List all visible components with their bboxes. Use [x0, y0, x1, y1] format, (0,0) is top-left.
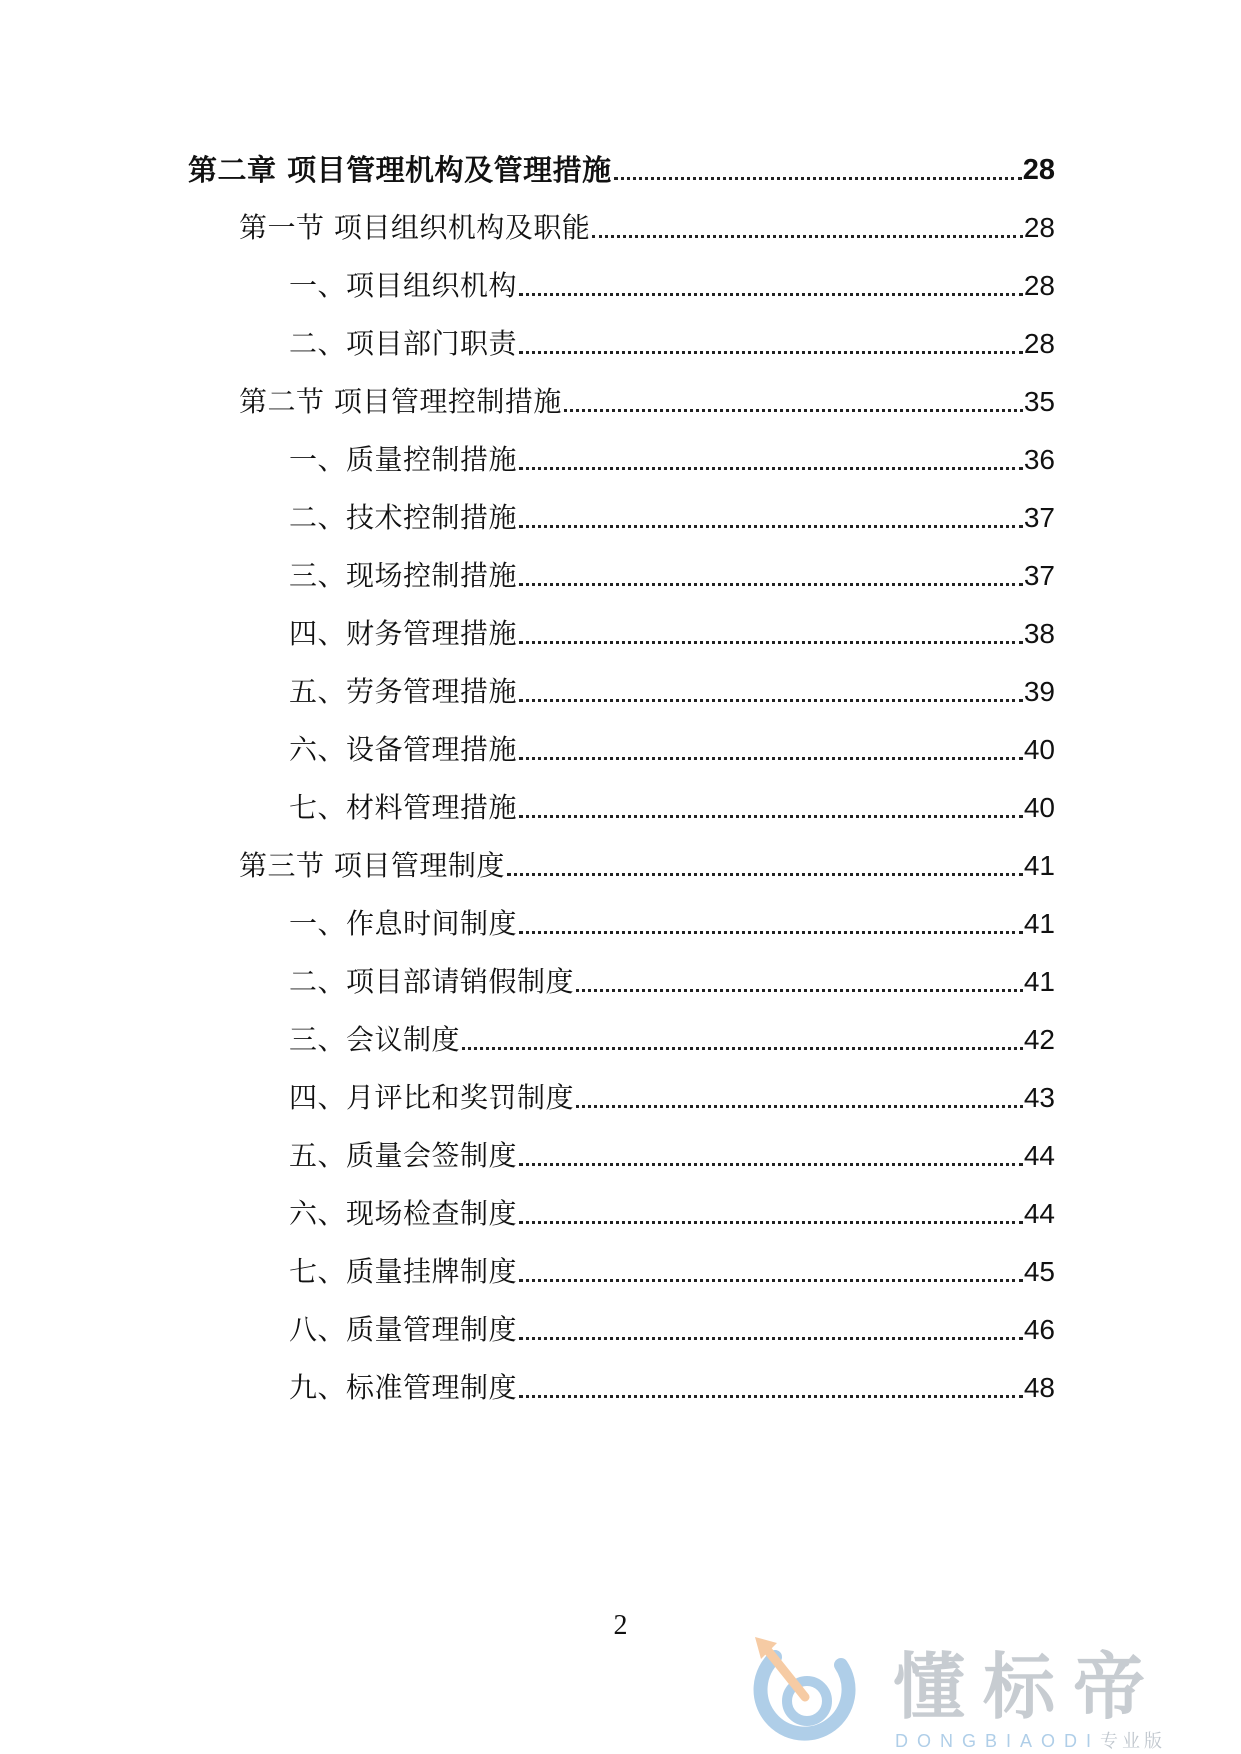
toc-leader — [519, 1221, 1023, 1224]
toc-title: 三、现场控制措施 — [289, 559, 518, 592]
watermark — [745, 1635, 1241, 1754]
toc-page-number: 39 — [1023, 676, 1055, 707]
toc-entry[interactable] — [289, 498, 1055, 538]
toc-title: 五、质量会签制度 — [289, 1139, 518, 1172]
toc-entry[interactable] — [289, 1310, 1055, 1350]
toc-title: 七、材料管理措施 — [289, 791, 518, 824]
toc-title: 三、会议制度 — [289, 1023, 461, 1056]
toc-title: 七、质量挂牌制度 — [289, 1255, 518, 1288]
toc-page-number: 37 — [1023, 560, 1055, 591]
toc-page-number: 28 — [1023, 212, 1055, 243]
toc-page-number: 48 — [1023, 1372, 1055, 1403]
toc-entry[interactable] — [289, 1194, 1055, 1234]
toc-title: 二、项目部门职责 — [289, 327, 518, 360]
watermark-edition: 专业版 — [1100, 1731, 1167, 1751]
toc-title: 四、财务管理措施 — [289, 617, 518, 650]
toc-leader — [507, 873, 1023, 876]
page-number: 2 — [613, 1610, 628, 1641]
toc-leader — [564, 409, 1023, 412]
toc-page-number: 41 — [1023, 850, 1055, 881]
toc-page-number: 28 — [1023, 270, 1055, 301]
toc-entry[interactable] — [289, 614, 1055, 654]
watermark-title: 懂标帝 — [893, 1645, 1164, 1729]
toc-entry[interactable] — [289, 672, 1055, 712]
toc-leader — [519, 1163, 1023, 1166]
toc-page-number: 40 — [1023, 792, 1055, 823]
toc-title: 第一节 项目组织机构及职能 — [239, 211, 591, 244]
toc-entry[interactable] — [289, 324, 1055, 364]
toc-title: 八、质量管理制度 — [289, 1313, 518, 1346]
toc-entry[interactable] — [188, 150, 1055, 190]
toc-page-number: 28 — [1022, 154, 1055, 186]
toc-leader — [576, 1105, 1023, 1108]
toc-page-number: 46 — [1023, 1314, 1055, 1345]
toc-title: 一、项目组织机构 — [289, 269, 518, 302]
toc-leader — [576, 989, 1023, 992]
toc-entry[interactable] — [239, 382, 1055, 422]
toc-title: 第二章 项目管理机构及管理措施 — [188, 153, 612, 187]
toc-title: 二、技术控制措施 — [289, 501, 518, 534]
toc-title: 二、项目部请销假制度 — [289, 965, 575, 998]
watermark-subtitle — [895, 1727, 1166, 1753]
toc-entry[interactable] — [289, 1368, 1055, 1408]
toc-page-number: 44 — [1023, 1198, 1055, 1229]
toc-entry[interactable] — [289, 962, 1055, 1002]
target-arrow-icon — [745, 1635, 865, 1754]
toc-entry[interactable] — [289, 1020, 1055, 1060]
toc-page-number: 43 — [1023, 1082, 1055, 1113]
toc-page-number: 37 — [1023, 502, 1055, 533]
toc-leader — [519, 1279, 1023, 1282]
toc-leader — [519, 1337, 1023, 1340]
toc-page-number: 35 — [1023, 386, 1055, 417]
toc-leader — [519, 583, 1023, 586]
toc-entry[interactable] — [289, 1078, 1055, 1118]
toc-leader — [519, 1395, 1023, 1398]
toc-title: 五、劳务管理措施 — [289, 675, 518, 708]
toc-leader — [519, 699, 1023, 702]
toc-title: 第二节 项目管理控制措施 — [239, 385, 562, 418]
toc-leader — [519, 351, 1023, 354]
toc-entry[interactable] — [239, 846, 1055, 886]
toc-leader — [519, 757, 1023, 760]
toc-page-number: 41 — [1023, 966, 1055, 997]
toc-entry[interactable] — [289, 556, 1055, 596]
toc-page-number: 36 — [1023, 444, 1055, 475]
toc-entry[interactable] — [239, 208, 1055, 248]
toc-page-number: 44 — [1023, 1140, 1055, 1171]
toc-title: 第三节 项目管理制度 — [239, 849, 505, 882]
toc-title: 一、作息时间制度 — [289, 907, 518, 940]
toc-entry[interactable] — [289, 1252, 1055, 1292]
toc-title: 六、设备管理措施 — [289, 733, 518, 766]
toc-leader — [519, 815, 1023, 818]
toc-leader — [614, 177, 1022, 180]
toc-page-number: 45 — [1023, 1256, 1055, 1287]
toc-title: 四、月评比和奖罚制度 — [289, 1081, 575, 1114]
toc-leader — [462, 1047, 1023, 1050]
toc-entry[interactable] — [289, 266, 1055, 306]
toc-entry[interactable] — [289, 440, 1055, 480]
toc-page-number: 40 — [1023, 734, 1055, 765]
toc-title: 九、标准管理制度 — [289, 1371, 518, 1404]
toc-page-number: 41 — [1023, 908, 1055, 939]
toc-title: 一、质量控制措施 — [289, 443, 518, 476]
toc-entry[interactable] — [289, 788, 1055, 828]
toc-entry[interactable] — [289, 904, 1055, 944]
toc-page-number: 38 — [1023, 618, 1055, 649]
toc-entry[interactable] — [289, 730, 1055, 770]
toc-page-number: 28 — [1023, 328, 1055, 359]
toc-leader — [519, 525, 1023, 528]
watermark-brand: DONGBIAODI — [895, 1731, 1101, 1751]
toc-entry[interactable] — [289, 1136, 1055, 1176]
toc-page-number: 42 — [1023, 1024, 1055, 1055]
toc-leader — [519, 293, 1023, 296]
toc-title: 六、现场检查制度 — [289, 1197, 518, 1230]
toc-leader — [519, 467, 1023, 470]
toc-leader — [519, 931, 1023, 934]
toc-leader — [592, 235, 1022, 238]
toc-leader — [519, 641, 1023, 644]
